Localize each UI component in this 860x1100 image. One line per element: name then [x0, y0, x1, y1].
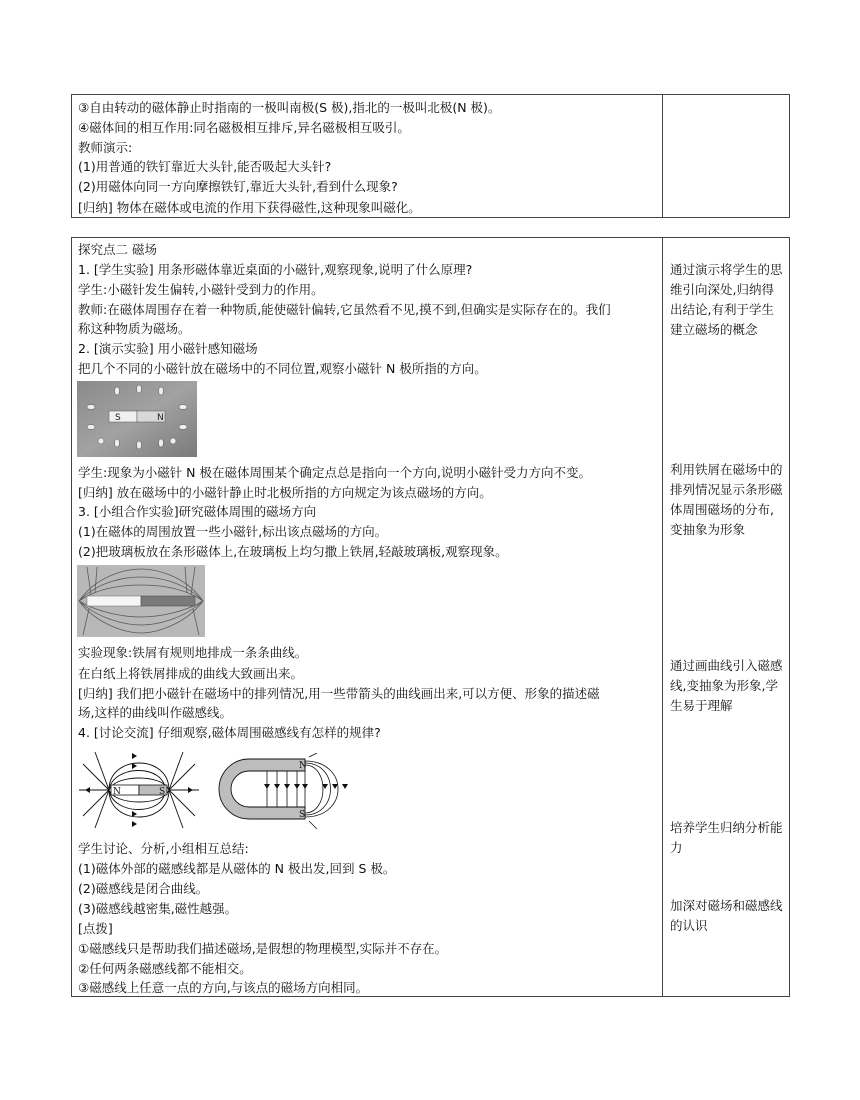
magnet-s-label: S	[115, 413, 121, 423]
text-line: 称这种物质为磁场。	[78, 321, 191, 336]
section-heading: 探究点二 磁场	[78, 242, 157, 257]
text-line: (1)磁体外部的磁感线都是从磁体的 N 极出发,回到 S 极。	[78, 861, 396, 876]
text-line: (1)用普通的铁钉靠近大头针,能否吸起大头针?	[78, 159, 332, 174]
bar-n-label: N	[113, 787, 121, 797]
notes-cell	[664, 95, 789, 217]
text-line: (3)磁感线越密集,磁性越强。	[78, 901, 238, 916]
teaching-note: 加深对磁场和磁感线的认识	[670, 898, 783, 933]
horseshoe-magnet-field-diagram	[217, 753, 353, 831]
text-line: ③磁感线上任意一点的方向,与该点的磁场方向相同。	[78, 980, 369, 995]
text-line: ①磁感线只是帮助我们描述磁场,是假想的物理模型,实际并不存在。	[78, 941, 448, 956]
teaching-note: 培养学生归纳分析能力	[670, 820, 783, 855]
text-line: 4. [讨论交流] 仔细观察,磁体周围磁感线有怎样的规律?	[78, 725, 381, 740]
text-line: [归纳] 我们把小磁针在磁场中的排列情况,用一些带箭头的曲线画出来,可以方便、形象的描述磁	[78, 686, 600, 701]
content-cell	[72, 238, 663, 996]
text-line: (2)用磁体向同一方向摩擦铁钉,靠近大头针,看到什么现象?	[78, 179, 398, 194]
text-line: ④磁体间的相互作用:同名磁极相互排斥,异名磁极相互吸引。	[78, 120, 410, 135]
text-line: 在白纸上将铁屑排成的曲线大致画出来。	[78, 666, 304, 681]
text-line: 学生:小磁针发生偏转,小磁针受到力的作用。	[78, 282, 324, 297]
text-line: (1)在磁体的周围放置一些小磁针,标出该点磁场的方向。	[78, 524, 388, 539]
text-line: 教师:在磁体周围存在着一种物质,能使磁针偏转,它虽然看不见,摸不到,但确实是实际存在的。我们	[78, 302, 611, 317]
text-line: 学生讨论、分析,小组相互总结:	[78, 841, 249, 856]
iron-filings-photo	[77, 565, 205, 637]
teaching-note: 通过演示将学生的思维引向深处,归纳得出结论,有利于学生建立磁场的概念	[670, 262, 783, 337]
text-line: 实验现象:铁屑有规则地排成一条条曲线。	[78, 645, 308, 660]
teaching-note: 通过画曲线引入磁感线,变抽象为形象,学生易于理解	[670, 658, 783, 713]
text-line: 场,这样的曲线叫作磁感线。	[78, 705, 232, 720]
content-cell	[72, 95, 663, 217]
text-line: (2)把玻璃板放在条形磁体上,在玻璃板上均匀撒上铁屑,轻敲玻璃板,观察现象。	[78, 544, 508, 559]
bar-magnet-field-diagram	[77, 748, 201, 832]
text-line: 学生:现象为小磁针 N 极在磁体周围某个确定点总是指向一个方向,说明小磁针受力方向不变。	[78, 465, 591, 480]
text-line: ②任何两条磁感线都不能相交。	[78, 961, 252, 976]
bar-s-label: S	[159, 787, 166, 797]
compass-photo	[77, 381, 197, 457]
notes-cell	[664, 238, 789, 996]
text-line: 1. [学生实验] 用条形磁体靠近桌面的小磁针,观察现象,说明了什么原理?	[78, 262, 473, 277]
text-line: 把几个不同的小磁针放在磁场中的不同位置,观察小磁针 N 极所指的方向。	[78, 361, 487, 376]
text-line: (2)磁感线是闭合曲线。	[78, 881, 209, 896]
text-line: [点拨]	[78, 921, 113, 936]
text-line: [归纳] 物体在磁体或电流的作用下获得磁性,这种现象叫磁化。	[78, 200, 421, 215]
teaching-note: 利用铁屑在磁场中的排列情况显示条形磁体周围磁场的分布,变抽象为形象	[670, 462, 783, 537]
text-line: ③自由转动的磁体静止时指南的一极叫南极(S 极),指北的一极叫北极(N 极)。	[78, 100, 501, 115]
text-line: 2. [演示实验] 用小磁针感知磁场	[78, 341, 258, 356]
table-block-2	[71, 237, 790, 997]
text-line: 教师演示:	[78, 140, 133, 155]
horseshoe-s-label: S	[299, 810, 306, 820]
text-line: 3. [小组合作实验]研究磁体周围的磁场方向	[78, 504, 317, 519]
table-block-1	[71, 94, 790, 218]
horseshoe-n-label: N	[299, 761, 307, 771]
text-line: [归纳] 放在磁场中的小磁针静止时北极所指的方向规定为该点磁场的方向。	[78, 485, 492, 500]
magnet-n-label: N	[157, 413, 164, 423]
